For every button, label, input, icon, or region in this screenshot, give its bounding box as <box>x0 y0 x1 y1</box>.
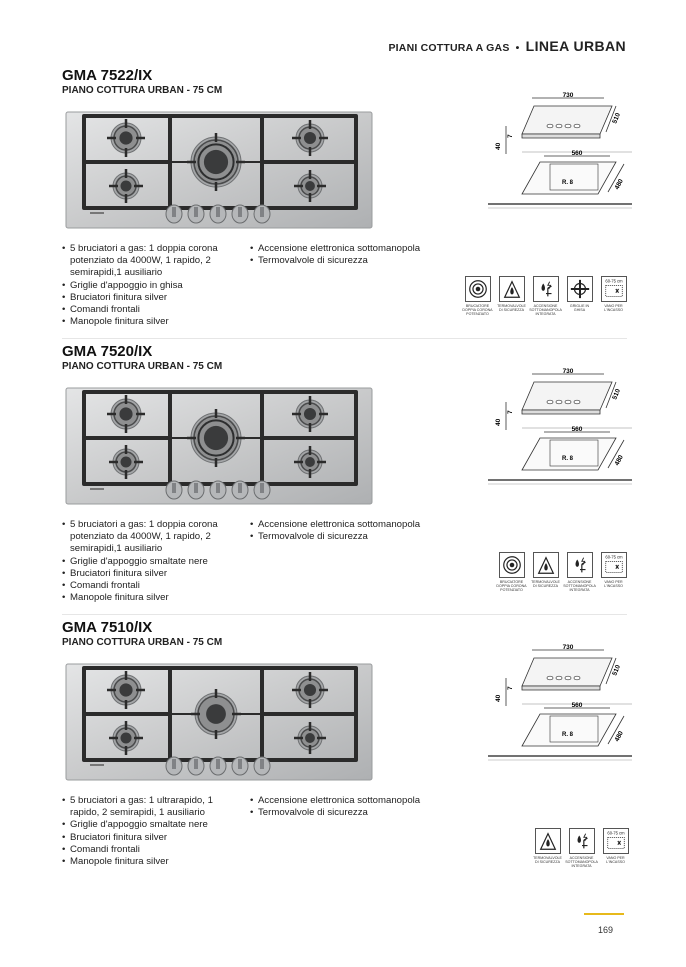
knob-mark <box>556 400 562 404</box>
ignition-icon <box>569 828 595 854</box>
product-card <box>62 67 627 328</box>
dim-height-top: 7 <box>507 686 514 690</box>
knob-mark <box>556 676 562 680</box>
feature-item: • 5 bruciatori a gas: 1 ultrarapido, 1 rapido, 2 semirapidi, 1 ausiliario <box>62 795 242 819</box>
dim-depth: 510 <box>611 388 622 401</box>
dim-width: 730 <box>562 644 574 651</box>
product-card <box>62 619 627 868</box>
feature-item: • Termovalvole di sicurezza <box>250 531 450 543</box>
feature-item: • Termovalvole di sicurezza <box>250 255 450 267</box>
brand-logo <box>90 488 104 490</box>
control-knob <box>188 481 204 499</box>
cutout-icon <box>601 552 627 578</box>
feature-list <box>62 243 242 328</box>
feature-item: • 5 bruciatori a gas: 1 doppia corona potenziato da 4000W, 1 rapido, 2 semirapidi,1 ausiliario <box>62 519 242 556</box>
category-label: PIANI COTTURA A GAS <box>388 42 510 54</box>
feature-icon-cell <box>598 552 629 592</box>
feature-icon-cell <box>496 552 527 592</box>
dim-width: 730 <box>562 92 574 99</box>
product-model: GMA 7522/IX <box>62 67 153 84</box>
feature-item: • Termovalvole di sicurezza <box>250 807 450 819</box>
control-knob <box>232 757 248 775</box>
svg-text:60-75 cm: 60-75 cm <box>604 278 623 284</box>
feature-list <box>62 795 242 868</box>
control-knob <box>254 757 270 775</box>
brand-logo <box>90 212 104 214</box>
feature-item: • Comandi frontali <box>62 580 242 592</box>
section-divider <box>62 614 627 615</box>
feature-item: • Accensione elettronica sottomanopola <box>250 243 450 255</box>
knob-mark <box>565 400 571 404</box>
feature-icon-label: VANO PER L'INCASSO <box>606 856 625 864</box>
dim-cutout-width: 560 <box>571 426 583 433</box>
hob-photo <box>62 380 376 508</box>
dim-width: 730 <box>562 368 574 375</box>
feature-icon-label: ACCENSIONE SOTTOMANOPOLA INTEGRATA <box>563 580 596 592</box>
brand-logo <box>90 764 104 766</box>
control-knob <box>232 205 248 223</box>
dim-height-top: 7 <box>507 134 514 138</box>
double-crown-burner-icon <box>499 552 525 578</box>
knob-mark <box>574 124 580 128</box>
hob-photo <box>62 656 376 784</box>
dimension-drawing <box>488 368 632 488</box>
thermocouple-icon <box>533 552 559 578</box>
feature-icon-label: TERMOVALVOLE DI SICUREZZA <box>497 304 526 312</box>
dim-height-total: 40 <box>495 418 502 426</box>
dim-cutout-depth: 480 <box>613 178 625 191</box>
feature-list-secondary <box>250 795 450 819</box>
feature-item: • Accensione elettronica sottomanopola <box>250 795 450 807</box>
dim-depth: 510 <box>611 112 622 125</box>
dim-cutout-depth: 480 <box>613 730 625 743</box>
dim-radius: R. 8 <box>562 180 574 186</box>
feature-item: • Comandi frontali <box>62 304 242 316</box>
feature-icon-cell <box>564 552 595 592</box>
dimension-drawing <box>488 644 632 764</box>
dim-cutout-depth: 480 <box>613 454 625 467</box>
feature-icon-cell <box>598 276 629 316</box>
feature-list-secondary <box>250 243 450 267</box>
feature-item: • Manopole finitura silver <box>62 316 242 328</box>
feature-icon-cell <box>462 276 493 316</box>
feature-icon-cell <box>530 552 561 592</box>
feature-item: • Manopole finitura silver <box>62 856 242 868</box>
feature-icon-cell <box>532 828 563 868</box>
feature-icons <box>532 828 631 868</box>
knob-mark <box>547 676 553 680</box>
feature-item: • Bruciatori finitura silver <box>62 832 242 844</box>
knob-mark <box>565 676 571 680</box>
feature-icon-label: ACCENSIONE SOTTOMANOPOLA INTEGRATA <box>565 856 598 868</box>
feature-icon-cell <box>496 276 527 316</box>
double-crown-burner-icon <box>465 276 491 302</box>
control-knob <box>210 205 226 223</box>
control-knob <box>254 481 270 499</box>
feature-item: • 5 bruciatori a gas: 1 doppia corona potenziato da 4000W, 1 rapido, 2 semirapidi,1 ausiliario <box>62 243 242 280</box>
feature-list-secondary <box>250 519 450 543</box>
feature-item: • Griglie d'appoggio in ghisa <box>62 280 242 292</box>
feature-item: • Griglie d'appoggio smaltate nere <box>62 556 242 568</box>
feature-list <box>62 519 242 604</box>
product-subtitle: PIANO COTTURA URBAN - 75 CM <box>62 361 223 372</box>
line-label: LINEA URBAN <box>525 38 626 54</box>
product-subtitle: PIANO COTTURA URBAN - 75 CM <box>62 85 223 96</box>
feature-icon-cell <box>564 276 595 316</box>
feature-icons <box>462 276 629 316</box>
control-knob <box>210 757 226 775</box>
thermocouple-icon <box>535 828 561 854</box>
page-header <box>388 38 626 54</box>
control-knob <box>166 481 182 499</box>
feature-item: • Comandi frontali <box>62 844 242 856</box>
header-separator: • <box>515 42 520 54</box>
feature-item: • Accensione elettronica sottomanopola <box>250 519 450 531</box>
product-card <box>62 343 627 604</box>
cutout-icon <box>601 276 627 302</box>
knob-mark <box>547 124 553 128</box>
feature-icon-label: ACCENSIONE SOTTOMANOPOLA INTEGRATA <box>529 304 562 316</box>
control-knob <box>232 481 248 499</box>
knob-mark <box>547 400 553 404</box>
feature-icon-label: TERMOVALVOLE DI SICUREZZA <box>533 856 562 864</box>
section-divider <box>62 338 627 339</box>
cast-iron-grid-icon <box>567 276 593 302</box>
ignition-icon <box>567 552 593 578</box>
page-number: 169 <box>598 925 614 935</box>
knob-mark <box>556 124 562 128</box>
control-knob <box>166 205 182 223</box>
dim-height-top: 7 <box>507 410 514 414</box>
feature-item: • Griglie d'appoggio smaltate nere <box>62 819 242 831</box>
hob-photo <box>62 104 376 232</box>
cutout-icon <box>603 828 629 854</box>
feature-item: • Bruciatori finitura silver <box>62 568 242 580</box>
dim-height-total: 40 <box>495 694 502 702</box>
ignition-icon <box>533 276 559 302</box>
feature-icon-label: BRUCIATORE DOPPIA CORONA POTENZIATO <box>462 304 493 316</box>
dimension-drawing <box>488 92 632 212</box>
feature-icon-cell <box>566 828 597 868</box>
knob-mark <box>565 124 571 128</box>
feature-icon-cell <box>600 828 631 868</box>
feature-item: • Manopole finitura silver <box>62 592 242 604</box>
control-knob <box>188 205 204 223</box>
control-knob <box>166 757 182 775</box>
feature-icon-label: TERMOVALVOLE DI SICUREZZA <box>531 580 560 588</box>
dim-radius: R. 8 <box>562 732 574 738</box>
dim-cutout-width: 560 <box>571 702 583 709</box>
dim-height-total: 40 <box>495 142 502 150</box>
dim-cutout-width: 560 <box>571 150 583 157</box>
feature-item: • Bruciatori finitura silver <box>62 292 242 304</box>
feature-icon-label: VANO PER L'INCASSO <box>604 580 623 588</box>
knob-mark <box>574 676 580 680</box>
svg-text:60-75 cm: 60-75 cm <box>604 554 623 560</box>
svg-text:60-75 cm: 60-75 cm <box>606 830 625 836</box>
control-knob <box>254 205 270 223</box>
control-knob <box>188 757 204 775</box>
feature-icon-label: BRUCIATORE DOPPIA CORONA POTENZIATO <box>496 580 527 592</box>
dim-radius: R. 8 <box>562 456 574 462</box>
product-model: GMA 7510/IX <box>62 619 153 636</box>
product-model: GMA 7520/IX <box>62 343 153 360</box>
feature-icon-cell <box>530 276 561 316</box>
control-knob <box>210 481 226 499</box>
knob-mark <box>574 400 580 404</box>
dim-depth: 510 <box>611 664 622 677</box>
product-subtitle: PIANO COTTURA URBAN - 75 CM <box>62 637 223 648</box>
page-number-rule <box>584 913 624 915</box>
feature-icon-label: GRIGLIE IN GHISA <box>569 304 590 312</box>
thermocouple-icon <box>499 276 525 302</box>
feature-icon-label: VANO PER L'INCASSO <box>604 304 623 312</box>
feature-icons <box>496 552 629 592</box>
